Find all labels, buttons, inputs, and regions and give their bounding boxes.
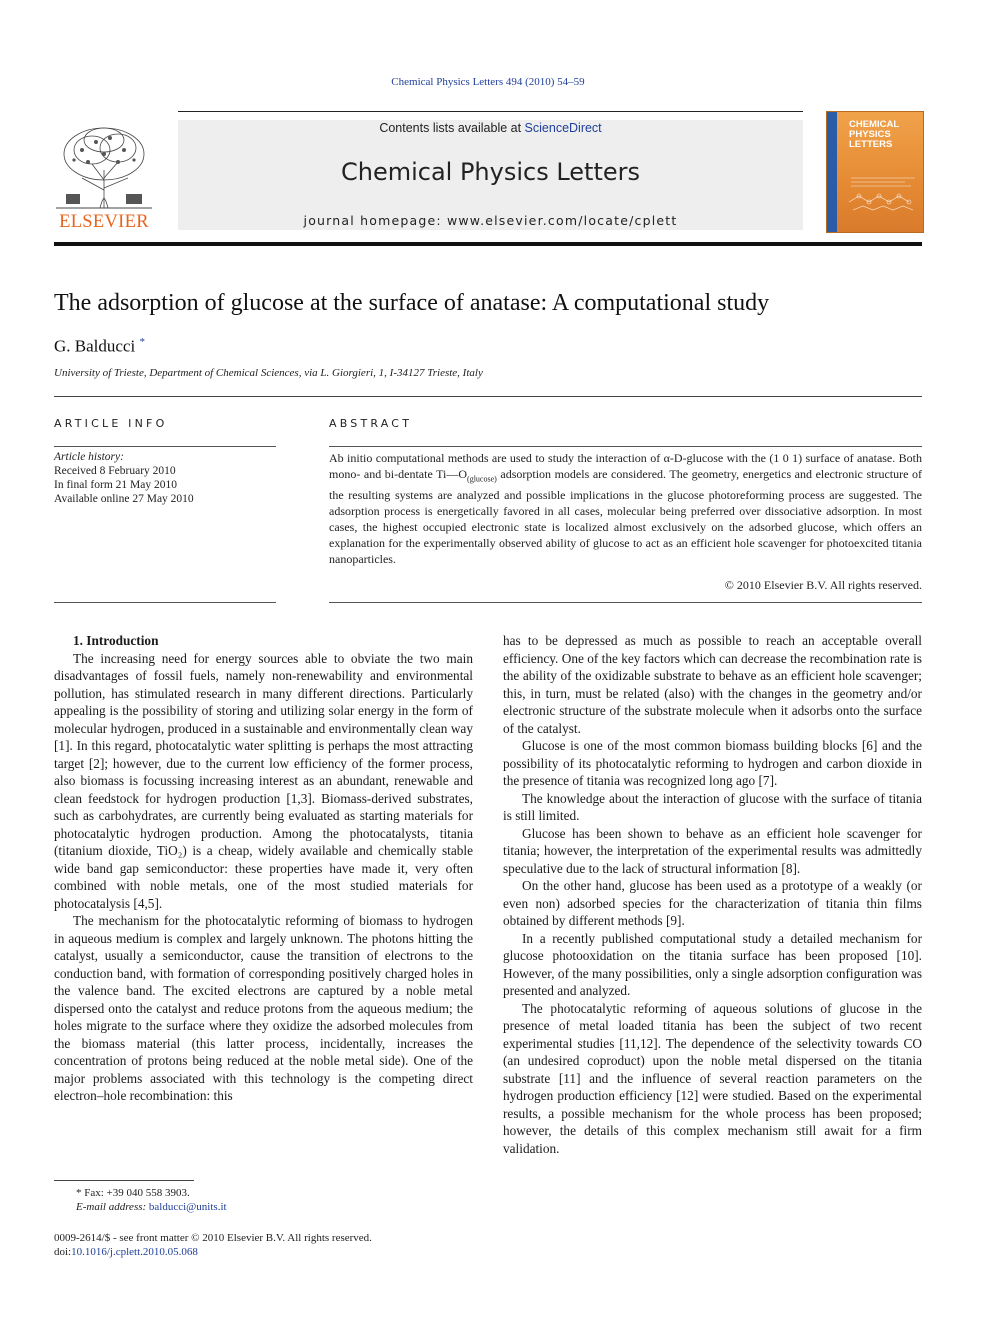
cover-title-line: CHEMICAL bbox=[849, 119, 900, 130]
section-heading: 1. Introduction bbox=[73, 633, 159, 648]
page-footer bbox=[54, 1231, 474, 1259]
journal-citation[interactable]: Chemical Physics Letters 494 (2010) 54–59 bbox=[391, 76, 585, 88]
issn-line: 0009-2614/$ - see front matter © 2010 Elsevier B.V. All rights reserved. bbox=[54, 1232, 372, 1244]
body-column-right bbox=[503, 632, 922, 1157]
abstract-bottom-rule bbox=[329, 602, 922, 603]
affiliation: University of Trieste, Department of Chemical Sciences, via L. Giorgieri, 1, I-34127 Trieste, Italy bbox=[54, 367, 483, 379]
paragraph: The knowledge about the interaction of glucose with the surface of titania is still limited. bbox=[503, 790, 922, 823]
cover-title-line: LETTERS bbox=[849, 139, 893, 150]
footnote-rule bbox=[54, 1180, 194, 1181]
footnote bbox=[54, 1186, 474, 1214]
footnote-fax: Fax: +39 040 558 3903. bbox=[84, 1187, 190, 1199]
email-label: E-mail address: bbox=[76, 1201, 149, 1213]
elsevier-logo bbox=[52, 120, 156, 232]
cover-title bbox=[849, 120, 921, 150]
header-rule bbox=[178, 111, 803, 112]
footnote-mark: * bbox=[76, 1187, 82, 1199]
journal-homepage[interactable]: journal homepage: www.elsevier.com/locate/cplett bbox=[303, 213, 678, 228]
abstract-heading: ABSTRACT bbox=[329, 417, 413, 430]
history-received: Received 8 February 2010 bbox=[54, 465, 176, 477]
contents-prefix: Contents lists available at bbox=[379, 121, 525, 135]
elsevier-wordmark: ELSEVIER bbox=[59, 212, 149, 232]
contents-line bbox=[178, 121, 803, 135]
doi-label: doi: bbox=[54, 1246, 72, 1258]
paragraph: In a recently published computational study a detailed mechanism for glucose photooxidation on the titania surface has been proposed [10]. However, of the many possibilities, only a single adsorption configuration was presented and analyzed. bbox=[503, 930, 922, 998]
sciencedirect-link[interactable]: ScienceDirect bbox=[524, 121, 602, 135]
cover-title-line: PHYSICS bbox=[849, 129, 891, 140]
abstract-text bbox=[329, 450, 922, 567]
abstract-copyright: © 2010 Elsevier B.V. All rights reserved. bbox=[724, 578, 922, 592]
article-info-heading: ARTICLE INFO bbox=[54, 417, 168, 430]
article-title: The adsorption of glucose at the surface of anatase: A computational study bbox=[54, 290, 770, 316]
paragraph: Glucose has been shown to behave as an efficient hole scavenger for titania; however, the interpretation of the experimental results was admittedly speculative due to the lack of structural information [8]. bbox=[503, 825, 922, 876]
journal-title: Chemical Physics Letters bbox=[340, 158, 641, 186]
paragraph: The photocatalytic reforming of aqueous solutions of glucose in the presence of metal loaded titania has been the subject of two recent experimental studies [11,12]. The dependence of the selectivity towards CO (an undesired coproduct) upon the noble metal dispersed on the titania substrate [11] and the influence of several reaction parameters on the hydrogen production efficiency [12] were studied. Based on the experimental results, a possible mechanism for the whole process has been proposed; however, the details of this complex mechanism still await for a firm validation. bbox=[503, 1000, 922, 1156]
paragraph: The increasing need for energy sources able to obviate the two main disadvantages of fossil fuels, namely non-renewability and environmental pollution, has stimulated research in many different directions. Particularly appealing is the possibility of storing and utilizing solar energy in the form of molecular hydrogen, produced in a sustainable and environmentally clean way [1]. In this regard, photocatalytic water splitting is perhaps the most attracting target [2]; however, due to the current low efficiency of the former process, also biomass is focussing increasing interest as an abundant, renewable and clean feedstock for hydrogen production [1,3]. Biomass-derived substrates, such as carbohydrates, are currently being evaluated as starting materials for photocatalytic hydrogen production. Among the photocatalysts, titania (titanium dioxide, TiO₂) is a cheap, widely available and chemically stable wide band gap semiconductor: these properties have made it, very often combined with noble metals, one of the most studied materials for photocatalysis [4,5]. bbox=[54, 650, 473, 911]
article-info-rule bbox=[54, 446, 276, 447]
title-rule bbox=[54, 396, 922, 397]
paragraph: On the other hand, glucose has been used as a prototype of a weakly (or even non) adsorbed species for the characterization of titania thin films obtained by different methods [9]. bbox=[503, 878, 922, 928]
doi-link[interactable]: 10.1016/j.cplett.2010.05.068 bbox=[71, 1246, 198, 1258]
journal-banner bbox=[178, 120, 803, 230]
email-link[interactable]: balducci@units.it bbox=[148, 1201, 227, 1213]
paragraph: The mechanism for the photocatalytic reforming of biomass to hydrogen in aqueous medium is complex and largely unknown. The photons hitting the catalyst, usually a semiconductor, cause the transition of electrons to the conduction band, with formation of corresponding positively charged holes in the valence band. The excited electrons are captured by a noble metal dispersed onto the catalyst and reduce protons from the aqueous medium; the holes migrate to the surface where they oxidize the adsorbed molecules from the biomass material (this latter process, incidentally, increases the concentration of protons being reduced at the noble metal side). One of the major problems associated with this technology is the competing direct electron–hole recombination: this bbox=[54, 913, 473, 1103]
author-name: G. Balducci bbox=[54, 336, 136, 356]
history-final-form: In final form 21 May 2010 bbox=[54, 479, 177, 491]
history-label: Article history: bbox=[54, 451, 124, 463]
article-history bbox=[54, 450, 276, 506]
article-info-bottom-rule bbox=[54, 602, 276, 603]
author bbox=[54, 336, 145, 357]
abstract-rule bbox=[329, 446, 922, 447]
header-thick-rule bbox=[54, 242, 922, 246]
elsevier-tree-icon bbox=[52, 120, 156, 212]
paragraph: has to be depressed as much as possible to reach an acceptable overall efficiency. One of the key factors which can decrease the recombination rate is the ability of the oxidizable substrate to behave as an efficient hole scavenger; this, in turn, must be related (also) with the changes in the geometry and/or electronic structure of the substrate molecule when it adsorbs onto the surface of the catalyst. bbox=[503, 633, 922, 736]
journal-cover bbox=[826, 111, 924, 233]
abstract-text-part-1: Ab initio computational methods are used to study the interaction of α-D-glucose with the (1 0 1) surface of anatase. Both mono- and bi-dentate Ti—O bbox=[329, 451, 922, 481]
paragraph: Glucose is one of the most common biomass building blocks [6] and the possibility of its photocatalytic reforming to hydrogen and carbon dioxide in the presence of titania was recognized long ago [7]. bbox=[503, 738, 922, 788]
footnote-email-line bbox=[54, 1200, 474, 1214]
body-column-left bbox=[54, 632, 473, 1105]
abstract-subscript: (glucose) bbox=[467, 474, 497, 484]
abstract-text-part-2: adsorption models are considered. The geometry, energetics and electronic structure of the resulting systems are analyzed and possible implications in the glucose photoreforming process are suggested. The adsorption process is energetically favored in all cases, molecular being preferred over dissociative adsorption. In most cases, the highest occupied electronic state is localized almost exclusively on the adsorbed glucose, which offers an explanation for the experimentally observed ability of glucose to act as an efficient hole scavenger for photoexcited titania nanoparticles. bbox=[329, 467, 922, 567]
footnote-fax-line bbox=[54, 1186, 474, 1200]
history-online: Available online 27 May 2010 bbox=[54, 493, 194, 505]
cover-illustration-icon bbox=[845, 158, 919, 228]
cover-band bbox=[827, 112, 837, 232]
author-footnote-mark[interactable]: * bbox=[139, 336, 145, 348]
doi-line bbox=[54, 1245, 474, 1259]
